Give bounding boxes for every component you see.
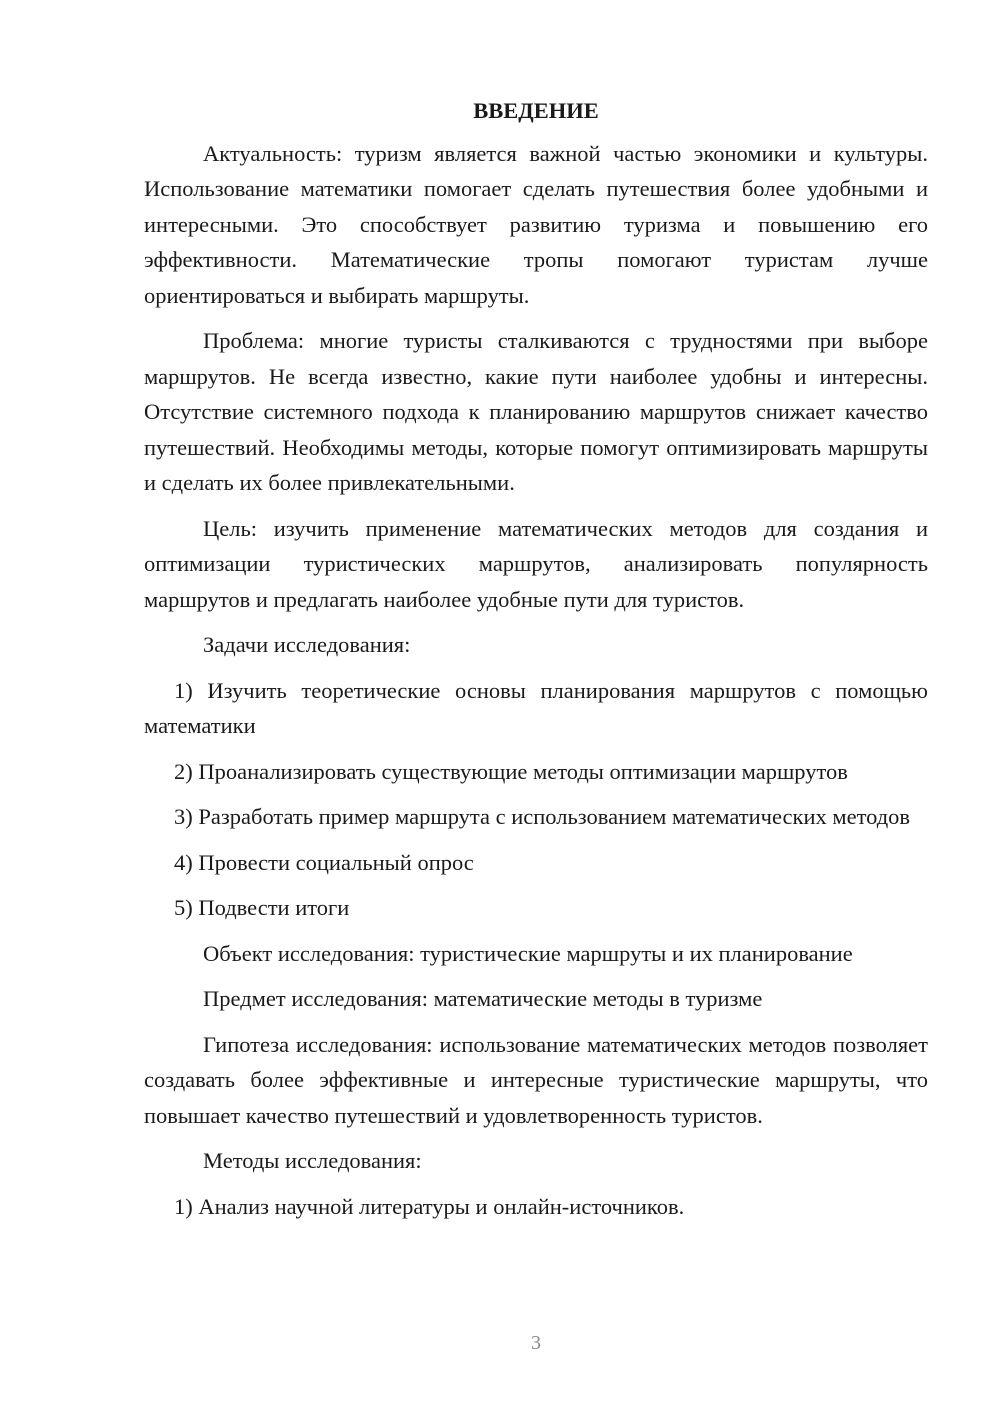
tasks-heading: Задачи исследования: [203,632,411,657]
document-page [144,93,928,1224]
task-item-5: 5) Подвести итоги [174,895,350,920]
task-item-1: 1) Изучить теоретические основы планирования маршрутов с помощью математики [144,677,928,738]
subject-line: Предмет исследования: математические методы в туризме [203,986,763,1011]
relevance-paragraph: Актуальность: туризм является важной частью экономики и культуры. Использование математики помогает сделать путешествия более удобными и интересными. Это способствует развитию туризма и повышению его эффективности. Математические тропы помогают туристам лучше ориентироваться и выбирать маршруты. [144,140,928,308]
goal-paragraph: Цель: изучить применение математических методов для создания и оптимизации туристических маршрутов, анализировать популярность маршрутов и предлагать наиболее удобные пути для туристов. [144,515,928,612]
section-title: ВВЕДЕНИЕ [473,98,599,123]
task-item-3: 3) Разработать пример маршрута с использованием математических методов [174,804,911,829]
method-item-1: 1) Анализ научной литературы и онлайн-источников. [174,1193,685,1219]
hypothesis-paragraph: Гипотеза исследования: использование математических методов позволяет создавать более эффективные и интересные туристические маршруты, что повышает качество путешествий и удовлетворенность туристов. [144,1031,928,1128]
problem-paragraph: Проблема: многие туристы сталкиваются с трудностями при выборе маршрутов. Не всегда известно, какие пути наиболее удобны и интересны. Отсутствие системного подхода к планированию маршрутов снижает качество путешествий. Необходимы методы, которые помогут оптимизировать маршруты и сделать их более привлекательными. [144,328,928,495]
task-item-2: 2) Проанализировать существующие методы оптимизации маршрутов [174,758,848,784]
task-item-4: 4) Провести социальный опрос [174,849,474,875]
methods-heading: Методы исследования: [203,1148,422,1173]
object-line: Объект исследования: туристические маршруты и их планирование [203,940,853,966]
page-number: 3 [531,1332,541,1354]
